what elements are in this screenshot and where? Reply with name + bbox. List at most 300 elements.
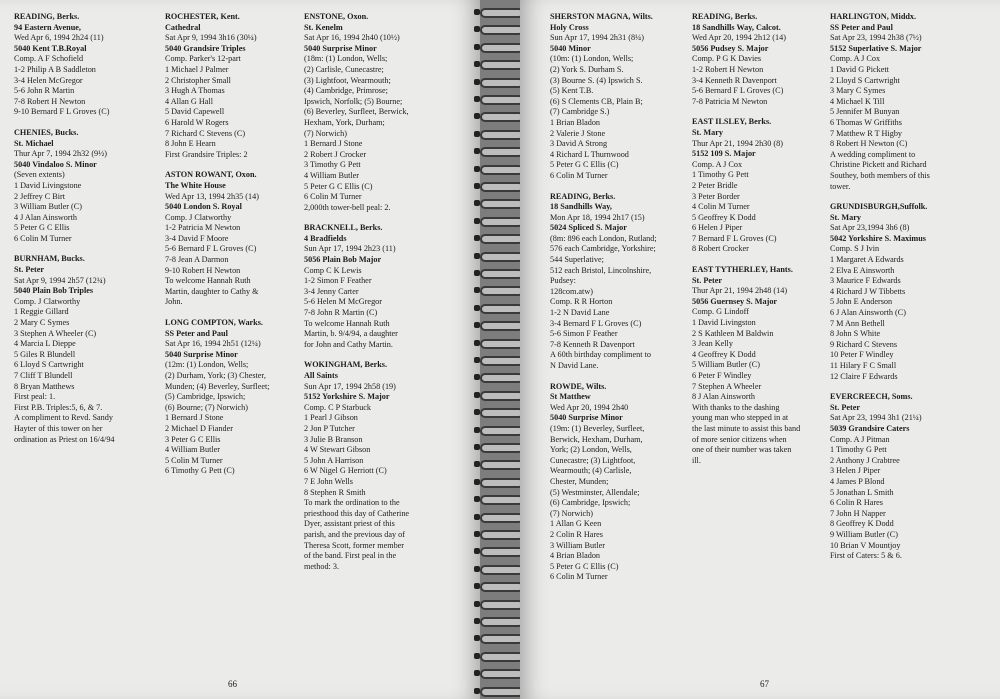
spiral-coil [474,545,526,557]
entry-heading: EVERCREECH, Soms. [830,392,913,402]
spiral-coil [474,284,526,296]
entry-line: 5056 Pudsey S. Major [692,43,769,53]
spiral-coil [474,302,526,314]
entry-line: Sat Apr 23, 1994 3h1 (21¼) [830,413,922,423]
entry-line: 6 J Alan Ainsworth (C) [830,308,906,318]
entry-line: 4 William Butler [165,445,221,455]
entry-line: 3 Timothy G Pett [304,160,361,170]
entry-line: 3-4 Helen McGregor [14,75,83,85]
entry-line: 3-4 David F Moore [165,233,229,243]
entry-line: 3 Stephen A Wheeler (C) [14,328,97,338]
entry-line: 2 Jeffrey C Birt [14,191,66,201]
entry-line: 8 Stephen R Smith [304,487,366,497]
entry-line: 9-10 Robert H Newton [165,265,241,275]
entry-line: 1 Bernard J Stone [165,413,224,423]
entry-line: Martin, b. 9/4/94, a daughter [304,329,398,339]
entry-line: 6 Colin M Turner [304,192,362,202]
entry-line: 6 Colin M Turner [550,572,608,582]
peal-entry [550,192,685,372]
entry-line: Hexham, York, Durham; [304,117,385,127]
spiral-coil [474,23,526,35]
entry-heading: GRUNDISBURGH,Suffolk. [830,202,928,212]
entry-line: 4 Geoffrey K Dodd [692,349,756,359]
entry-line: 1 Allan G Keen [550,519,602,529]
left-page [0,0,480,699]
spiral-coil [474,354,526,366]
entry-line: To welcome Hannah Ruth [304,318,390,328]
entry-line: 3 Maurice F Edwards [830,276,901,286]
peal-entry [830,12,965,192]
entry-line: All Saints [304,371,338,380]
peal-entry [304,12,439,213]
spiral-coil [474,6,526,18]
entry-line: 5 Peter G C Ellis (C) [550,561,619,571]
peal-entry [830,202,965,382]
entry-line: Dyer, assistant priest of this [304,519,395,529]
entry-line: 3 William Butler [550,540,606,550]
entry-line: Sat Apr 23, 1994 2h38 (7½) [830,33,922,43]
entry-line: (18m: (1) London, Wells; [304,54,388,64]
entry-line: John. [165,297,183,307]
entry-line: young man who stepped in at [692,413,789,423]
entry-line: 4 J Alan Ainsworth [14,212,77,222]
entry-line: ill. [692,455,701,465]
entry-line: A wedding compliment to [830,149,916,159]
entry-line: 1 Bernard J Stone [304,139,363,149]
entry-line: 5 David Capewell [165,107,225,117]
entry-line: 2,000th tower-bell peal: 2. [304,202,391,212]
entry-line: 6 Peter F Windley [692,371,752,380]
entry-line: 11 Hilary F C Small [830,361,897,370]
entry-line: 9-10 Bernard F L Groves (C) [14,107,110,117]
entry-line: 576 each Cambridge, Yorkshire; [550,244,656,254]
entry-line: 4 Brian Bladon [550,551,601,561]
entry-line: 3-4 Kenneth R Davenport [692,75,777,85]
entry-line: Sat Apr 23,1994 3h6 (8) [830,223,910,233]
entry-line: 5-6 Bernard F L Groves (C) [692,86,784,96]
entry-line: 8 Geoffrey K Dodd [830,519,894,529]
peal-entry [304,360,439,572]
entry-line: 1 Reggie Gillard [14,307,69,317]
entry-line: 5040 Grandsire Triples [165,43,246,53]
entry-line: (8m: 896 each London, Rutland; [550,233,657,243]
entry-line: 7-8 Robert H Newton [14,96,86,106]
entry-line: 2 Valerie J Stone [550,128,606,138]
entry-line: (2) Durham, York; (3) Chester, [165,371,266,380]
entry-line: Comp. C P Starbuck [304,402,372,412]
entry-line: 12 Claire F Edwards [830,371,898,381]
entry-line: Sun Apr 17, 1994 2h31 (8¼) [550,33,644,43]
entry-line: 7 M Ann Bethell [830,318,885,328]
entry-line: (4) Cambridge, Primrose; [304,86,388,96]
entry-line: Wed Apr 20, 1994 2h12 (14) [692,33,786,43]
entry-line: 2 S Kathleen M Baldwin [692,328,774,338]
entry-line: York; (2) London, Wells, [550,445,632,455]
entry-line: 4 Richard J W Tibbetts [830,286,906,296]
entry-line: the last minute to assist this band [692,423,801,433]
entry-line: 7-8 Kenneth R Davenport [550,339,635,349]
entry-line: 5039 Grandsire Caters [830,423,910,433]
entry-line: 3-4 Jenny Carter [304,286,359,296]
page-number-right: 67 [760,679,769,689]
entry-line: 2 Robert J Crocker [304,149,367,159]
entry-line: 1 David G Pickett [830,64,889,74]
entry-line: St. Michael [14,138,54,148]
spiral-coil [474,650,526,662]
spiral-coil [474,458,526,470]
entry-line: 5040 Vindaloo S. Minor [14,159,97,169]
entry-line: 5-6 Simon F Feather [550,329,618,339]
entry-line: 3 David A Strong [550,139,608,149]
entry-line: Cathedral [165,22,201,32]
entry-heading: BURNHAM, Bucks. [14,254,85,264]
entry-line: St. Peter [830,402,861,412]
entry-line: 7-8 Jean A Darmon [165,255,229,265]
entry-line: Comp. S J Ivin [830,244,880,254]
entry-line: First P.B. Triples:5, 6, & 7. [14,402,103,412]
entry-line: 6 Thomas W Griffiths [830,117,902,127]
entry-line: 2 Jon P Tutcher [304,423,355,433]
entry-line: Cunecastre; (3) Lightfoot, [550,455,636,465]
entry-line: 6 Timothy G Pett (C) [165,466,235,476]
entry-line: 7-8 Patricia M Newton [692,96,768,106]
entry-line: To mark the ordination to the [304,498,400,508]
entry-line: (6) Beverley, Surfleet, Berwick, [304,107,409,117]
entry-line: (5) Cambridge, Ipswich; [165,392,246,402]
column-6 [830,12,965,572]
entry-line: Theresa Scott, former member [304,540,405,550]
entry-line: 3 Peter G C Ellis [165,434,221,444]
entry-line: Munden; (4) Beverley, Surfleet; [165,381,270,391]
spiral-coil [474,232,526,244]
entry-heading: ROCHESTER, Kent. [165,12,240,21]
entry-line: 5040 Plain Bob Triples [14,286,94,296]
entry-line: Thur Apr 21, 1994 2h48 (14) [692,286,788,296]
spiral-coil [474,250,526,262]
spiral-coil [474,215,526,227]
entry-line: N David Lane. [550,361,599,370]
entry-line: 5-6 Bernard F L Groves (C) [165,244,257,254]
entry-line: 5056 Guernsey S. Major [692,296,778,306]
entry-line: 4 Colin M Turner [692,202,750,212]
entry-line: (6) Cambridge, Ipswich; [550,498,631,508]
entry-line: 10 Brian V Mountjoy [830,540,901,550]
entry-line: 6 Harold W Rogers [165,117,229,127]
entry-heading: READING, Berks. [550,191,616,201]
peal-entry [692,12,827,107]
entry-line: 4 Bradfields [304,233,347,243]
entry-line: 1 David Livingstone [14,180,82,190]
entry-line: 5 Jennifer M Bunyan [830,107,900,117]
entry-line: Wed Apr 6, 1994 2h24 (11) [14,33,104,43]
entry-heading: ROWDE, Wilts. [550,381,607,391]
entry-line: First peal: 1. [14,392,56,402]
entry-line: Wed Apr 13, 1994 2h35 (14) [165,191,259,201]
spiral-coil [474,128,526,140]
entry-line: 9 Richard C Stevens [830,339,898,349]
entry-line: 2 Elva E Ainsworth [830,265,895,275]
entry-line: 4 William Butler [304,170,360,180]
entry-line: 2 Anthony J Crabtree [830,455,900,465]
entry-line: 94 Eastern Avenue, [14,22,81,32]
entry-line: one of their number was taken [692,445,792,455]
entry-line: Pudsey: [550,276,576,286]
entry-line: 7 Cliff T Blundell [14,371,73,380]
peal-entry [14,254,149,445]
spiral-coil [474,41,526,53]
entry-line: 3 Mary C Symes [830,86,886,96]
entry-line: 1-2 Simon F Feather [304,276,372,286]
entry-line: 1 Margaret A Edwards [830,255,904,265]
entry-line: Sun Apr 17, 1994 2h58 (19) [304,381,396,391]
spiral-coil [474,615,526,627]
entry-line: 9 William Butler (C) [830,529,898,539]
entry-line: 4 Allan G Hall [165,96,213,106]
entry-line: 1 Timothy G Pett [830,445,887,455]
spiral-coil [474,667,526,679]
entry-line: 5152 Superlative S. Major [830,43,922,53]
page-number-left: 66 [228,679,237,689]
entry-line: St. Mary [692,127,723,137]
entry-heading: LONG COMPTON, Warks. [165,318,263,328]
entry-line: SS Peter and Paul [830,22,893,32]
peal-entry [165,170,300,308]
entry-line: 6 Lloyd S Cartwright [14,360,84,370]
peal-entry [830,392,965,562]
entry-line: (3) Bourne S. (4) Ipswich S. [550,75,643,85]
entry-line: ordination as Priest on 16/4/94 [14,434,115,444]
entry-line: for John and Cathy Martin. [304,339,393,349]
entry-line: 5-6 Helen M McGregor [304,297,382,307]
entry-line: 6 Helen J Piper [692,223,743,233]
entry-line: 3 William Butler (C) [14,202,82,212]
entry-line: 5 Giles R Blundell [14,349,76,359]
entry-line: A 60th birthday compliment to [550,350,651,360]
entry-line: 3 Helen J Piper [830,466,881,476]
entry-line: St. Mary [830,212,861,222]
entry-heading: WOKINGHAM, Berks. [304,360,388,370]
entry-line: 8 Robert H Newton (C) [830,139,908,149]
entry-line: (7) Cambridge S.) [550,107,610,117]
entry-line: 5024 Spliced S. Major [550,223,627,233]
spiral-coil [474,511,526,523]
entry-line: St. Kenelm [304,22,343,32]
entry-line: 6 Colin R Hares [830,498,883,508]
peal-entry [165,12,300,160]
entry-line: (5) Westminster, Allendale; [550,487,640,497]
entry-line: 4 Michael K Till [830,96,885,106]
entry-line: 4 W Stewart Gibson [304,445,371,455]
spiral-coil [474,441,526,453]
entry-line: 3-4 Bernard F L Groves (C) [550,318,642,328]
spiral-coil [474,76,526,88]
spiral-coil [474,685,526,697]
entry-line: 3 Hugh A Thomas [165,86,225,96]
column-4 [550,12,685,593]
entry-line: To welcome Hannah Ruth [165,276,251,286]
entry-line: Wed Apr 20, 1994 2h40 [550,402,629,412]
peal-entry [550,382,685,583]
entry-heading: READING, Berks. [692,12,758,21]
entry-line: 2 Christopher Small [165,75,231,85]
entry-line: Comp. Parker's 12-part [165,54,241,64]
entry-line: (10m: (1) London, Wells; [550,54,634,64]
spiral-coil [474,406,526,418]
column-2 [165,12,300,487]
entry-line: Wearmouth; (4) Carlisle, [550,466,632,476]
entry-line: of the band. First peal in the [304,551,397,561]
entry-line: 5040 Surprise Minor [550,413,623,423]
peal-entry [165,318,300,477]
entry-line: Sun Apr 17, 1994 2h23 (11) [304,244,396,254]
entry-line: 7 Richard C Stevens (C) [165,128,246,138]
entry-line: method: 3. [304,561,340,571]
entry-line: (19m: (1) Beverley, Surfleet, [550,423,645,433]
entry-line: 5042 Yorkshire S. Maximus [830,233,926,243]
entry-line: 2 Mary C Symes [14,318,70,328]
entry-line: 5 William Butler (C) [692,360,760,370]
spiral-coil [474,197,526,209]
entry-line: Comp. A J Cox [830,54,881,64]
entry-line: Comp. G Lindoff [692,307,749,317]
entry-line: 8 Bryan Matthews [14,381,75,391]
entry-line: of more senior citizens when [692,434,787,444]
entry-line: 10 Peter F Windley [830,350,894,360]
entry-line: St. Peter [14,265,45,275]
entry-line: Chester, Munden; [550,476,609,486]
entry-line: Sat Apr 9, 1994 3h16 (30¼) [165,33,257,43]
entry-line: Mon Apr 18, 1994 2h17 (15) [550,212,645,222]
entry-line: 5040 Surprise Minor [165,349,238,359]
entry-line: 2 Colin R Hares [550,529,603,539]
entry-line: 1 Brian Bladon [550,117,601,127]
spiral-coil [474,371,526,383]
entry-heading: EAST ILSLEY, Berks. [692,117,772,127]
entry-heading: ASTON ROWANT, Oxon. [165,170,257,180]
entry-line: Thur Apr 7, 1994 2h32 (9½) [14,149,108,159]
entry-line: 5040 London S. Royal [165,202,242,212]
spiral-coil [474,110,526,122]
entry-line: 8 John S White [830,329,881,339]
entry-line: 6 W Nigel G Herriott (C) [304,466,387,476]
entry-line: 8 John E Hearn [165,139,216,149]
spiral-coil [474,563,526,575]
peal-entry [14,128,149,245]
entry-line: 5152 109 S. Major [692,149,756,159]
entry-heading: ENSTONE, Oxon. [304,12,369,21]
column-1 [14,12,149,455]
entry-heading: BRACKNELL, Berks. [304,223,383,233]
entry-line: 5 Peter G C Ellis (C) [550,160,619,170]
spiral-coil [474,163,526,175]
entry-line: St. Peter [692,275,723,285]
spiral-coil [474,424,526,436]
peal-entry [692,265,827,466]
entry-line: 1-2 Philip A B Saddleton [14,64,96,74]
spiral-coil [474,337,526,349]
spiral-coil [474,180,526,192]
entry-line: 2 Lloyd S Cartwright [830,75,900,85]
entry-line: 7 Matthew R T Higby [830,128,903,138]
entry-line: 7 John H Napper [830,508,886,518]
column-3 [304,12,439,582]
entry-line: (2) Carlisle, Cunecastre; [304,64,384,74]
entry-line: First of Caters: 5 & 6. [830,551,902,561]
entry-line: tower. [830,181,851,191]
entry-line: 3 Jean Kelly [692,339,733,349]
entry-line: 512 each Bristol, Lincolnshire, [550,265,652,275]
entry-line: (6) S Clements CB, Plain B; [550,96,643,106]
entry-line: 1-2 Patricia M Newton [165,223,241,233]
entry-line: (Seven extents) [14,170,65,180]
entry-line: 5 Colin M Turner [165,455,223,465]
entry-line: 8 J Alan Ainsworth [692,392,755,402]
entry-line: (5) Kent T.B. [550,86,594,96]
entry-line: Hayter of this tower on her [14,423,103,433]
entry-line: 8 Robert Crocker [692,244,749,254]
entry-line: 5 Jonathan L Smith [830,487,894,497]
entry-line: 5152 Yorkshire S. Major [304,392,390,402]
entry-line: Christine Pickett and Richard [830,160,927,170]
entry-line: 4 Marcia L Dieppe [14,339,76,349]
peal-entry [304,223,439,350]
entry-line: 18 Sandhills Way, Calcot. [692,22,781,32]
entry-line: 1 David Livingston [692,318,756,328]
entry-line: First Grandsire Triples: 2 [165,149,248,159]
entry-line: 4 Richard L Thurnwood [550,149,629,159]
entry-line: 2 Peter Bridle [692,180,738,190]
entry-line: 5 John A Harrison [304,455,364,465]
entry-line: Comp C K Lewis [304,265,362,275]
entry-line: 7 Stephen A Wheeler [692,381,762,391]
entry-line: 1-2 N David Lane [550,308,610,318]
spiral-coil [474,632,526,644]
entry-line: 5040 Kent T.B.Royal [14,43,87,53]
entry-line: (3) Lightfoot, Wearmouth; [304,75,391,85]
entry-heading: HARLINGTON, Middx. [830,12,917,21]
entry-line: Sat Apr 9, 1994 2h57 (12¾) [14,275,106,285]
entry-line: 3 Peter Border [692,191,740,201]
entry-line: Comp. A J Cox [692,159,743,169]
spiral-coil [474,389,526,401]
entry-line: 3 Julie B Branson [304,434,363,444]
entry-line: 2 Michael D Fiander [165,423,233,433]
entry-line: 128com.atw) [550,286,593,296]
entry-line: Comp. A J Pitman [830,434,890,444]
entry-line: 6 Colin M Turner [550,170,608,180]
entry-line: 5040 Surprise Minor [304,43,377,53]
entry-line: Ipswich, Norfolk; (5) Bourne; [304,96,403,106]
entry-line: (7) Norwich) [550,508,593,518]
entry-line: With thanks to the dashing [692,402,780,412]
spiral-coil [474,267,526,279]
entry-line: 1 Michael J Palmer [165,64,229,74]
entry-heading: EAST TYTHERLEY, Hants. [692,265,793,275]
spiral-coil [474,598,526,610]
entry-line: Sat Apr 16, 1994 2h40 (10½) [304,33,400,43]
entry-line: Comp. A F Schofield [14,54,84,64]
entry-heading: CHENIES, Bucks. [14,127,79,137]
entry-line: 1 Pearl J Gibson [304,413,358,423]
entry-line: 5056 Plain Bob Major [304,255,382,265]
entry-heading: READING, Berks. [14,12,80,21]
spiral-coil [474,493,526,505]
entry-line: Comp. R R Horton [550,297,613,307]
entry-line: 5-6 John R Martin [14,86,75,96]
peal-entry [550,12,685,182]
entry-line: 544 Superlative; [550,255,604,265]
entry-line: 7-8 John R Martin (C) [304,308,378,318]
